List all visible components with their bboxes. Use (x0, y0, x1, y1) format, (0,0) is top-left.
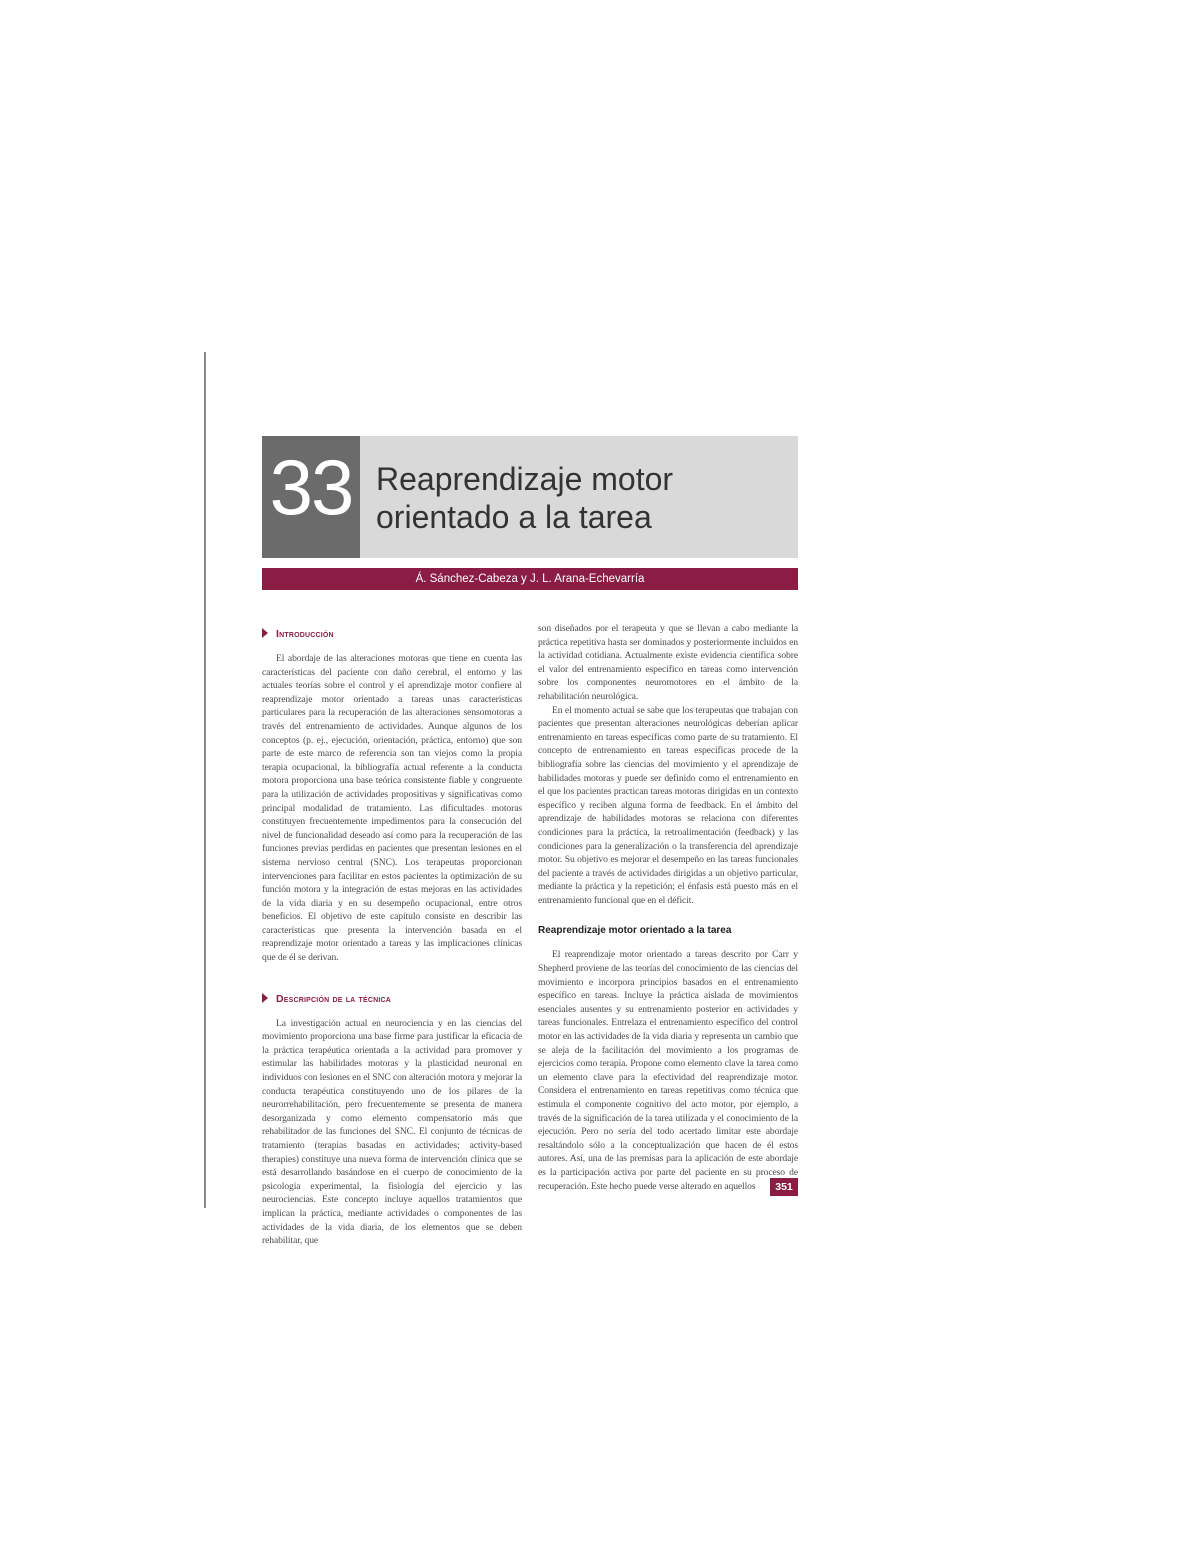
margin-rule (204, 352, 206, 1208)
section-heading-introduccion (262, 628, 522, 640)
section-gap (262, 965, 522, 987)
left-column (262, 622, 522, 1248)
chapter-title-line-2: orientado a la tarea (376, 499, 652, 535)
chapter-title-line-1: Reaprendizaje motor (376, 461, 674, 497)
subheading-reaprendizaje: Reaprendizaje motor orientado a la tarea (538, 925, 732, 937)
author-bar: Á. Sánchez-Cabeza y J. L. Arana-Echevarría (262, 568, 798, 590)
technique-paragraph: La investigación actual en neurociencia y en las ciencias del movimiento proporciona una base firme para justificar la eficacia de la práctica terapéutica orientada a la actividad para promover y estimular las habilidades motoras y la plasticidad neuronal en individuos con lesiones en el SNC con alteración motora y mejorar la conducta terapéutica constituyendo uno de los pilares de la neurorrehabilitación, pero frecuentemente se presenta de manera desorganizada y como elemento compensatorio más que rehabilitador de las funciones del SNC. El conjunto de técnicas de tratamiento (terapias basadas en actividades; activity-based therapies) constituye una nueva forma de intervención clínica que se está desarrollando basándose en el cuerpo de conocimiento de la psicología experimental, la fisiología del ejercicio y las neurociencias. Este concepto incluye aquellos tratamientos que implican la práctica, mediante actividades o componentes de las actividades de la vida diaria, de los elementos que se deben rehabilitar, que (262, 1017, 522, 1247)
reaprendizaje-paragraph: El reaprendizaje motor orientado a tareas descrito por Carr y Shepherd proviene de las teorías del conocimiento de las ciencias del movimiento e incorpora principios basados en el entrenamiento específico en tareas. Incluye la práctica aislada de movimientos esenciales ausentes y su entrenamiento posterior en actividades y tareas funcionales. Entrelaza el entrenamiento específico del control motor en las actividades de la vida diaria y representa un cambio que se aleja de la facilitación del movimiento a los programas de ejercicios como terapia. Propone como elemento clave la tarea como un elemento clave para la efectividad del reaprendizaje motor. Considera el entrenamiento en tareas repetitivas como técnica que estimula el componente cognitivo del acto motor, por ejemplo, a través de la significación de la tarea utilizada y el conocimiento de la ejecución. Pero no sería del todo acertado limitar este abordaje resaltándolo sólo a la conceptualización que hacen de él estos autores. Así, una de las premisas para la aplicación de este abordaje es la participación activa por parte del paciente en su proceso de recuperación. Este hecho puede verse alterado en aquellos (538, 949, 798, 1192)
page-number: 351 (770, 1178, 798, 1196)
chapter-number: 33 (269, 443, 353, 531)
section-heading-text: Introducción (276, 628, 334, 640)
section-heading-text: Descripción de la técnica (276, 992, 392, 1005)
intro-paragraph: El abordaje de las alteraciones motoras que tiene en cuenta las características del paciente con daño cerebral, el entorno y las actuales teorías sobre el control y el aprendizaje motor confiere al reaprendizaje motor orientado a tareas unas características particulares para la recuperación de las alteraciones sensomotoras a través del entrenamiento de actividades. Aunque algunos de los conceptos (p. ej., ejecución, orientación, práctica, entorno) que son parte de este marco de referencia son tan viejos como la propia terapia ocupacional, la bibliografía actual referente a la conducta motora proporciona una base teórica consistente fiable y congruente para la utilización de actividades propositivas y significativas como principal modalidad de tratamiento. Las dificultades motoras constituyen frecuentemente impedimentos para la consecución del nivel de funcionalidad deseado así como para la recuperación de las funciones previas perdidas en pacientes que presentan lesiones en el sistema nervioso central (SNC). Los terapeutas proporcionan intervenciones para facilitar en estos pacientes la optimización de su función motora y la integración de estas mejoras en las actividades de la vida diaria y en su desempeño ocupacional, entre otros beneficios. El objetivo de este capítulo consiste en describir las características que presenta la intervención basada en el reaprendizaje motor orientado a tareas y las implicaciones clínicas que de él se derivan. (262, 653, 522, 964)
section-marker-icon (262, 993, 268, 1003)
section-heading-descripcion (262, 993, 522, 1005)
section-marker-icon (262, 628, 268, 638)
training-paragraph: En el momento actual se sabe que los terapeutas que trabajan con pacientes que presentan alteraciones neurológicas deberían aplicar entrenamiento en tareas específicas como parte de su tratamiento. El concepto de entrenamiento en tareas específicas procede de la bibliografía sobre las ciencias del movimiento y el aprendizaje de habilidades motoras y puede ser definido como el entrenamiento en el que los pacientes practican tareas motoras dirigidas en un contexto específico y reciben alguna forma de feedback. En el ámbito del aprendizaje de habilidades motoras se relaciona con diferentes condiciones para la práctica, la retroalimentación (feedback) y las condiciones para la generalización o la transferencia del aprendizaje motor. Su objetivo es mejorar el desempeño en las tareas funcionales del paciente a través de actividades dirigidas a un objetivo particular, mediante la práctica y la repetición; el énfasis está puesto más en el entrenamiento funcional que en el déficit. (538, 704, 798, 906)
right-column (538, 622, 798, 1193)
continued-paragraph: son diseñados por el terapeuta y que se llevan a cabo mediante la práctica repetitiva hasta ser dominados y posteriormente incluidos en la actividad cotidiana. Actualmente existe evidencia científica sobre el valor del entrenamiento específico en tareas como intervención sobre los componentes neuromotores en el ámbito de la rehabilitación neurológica. (538, 623, 798, 702)
chapter-title (376, 460, 786, 536)
